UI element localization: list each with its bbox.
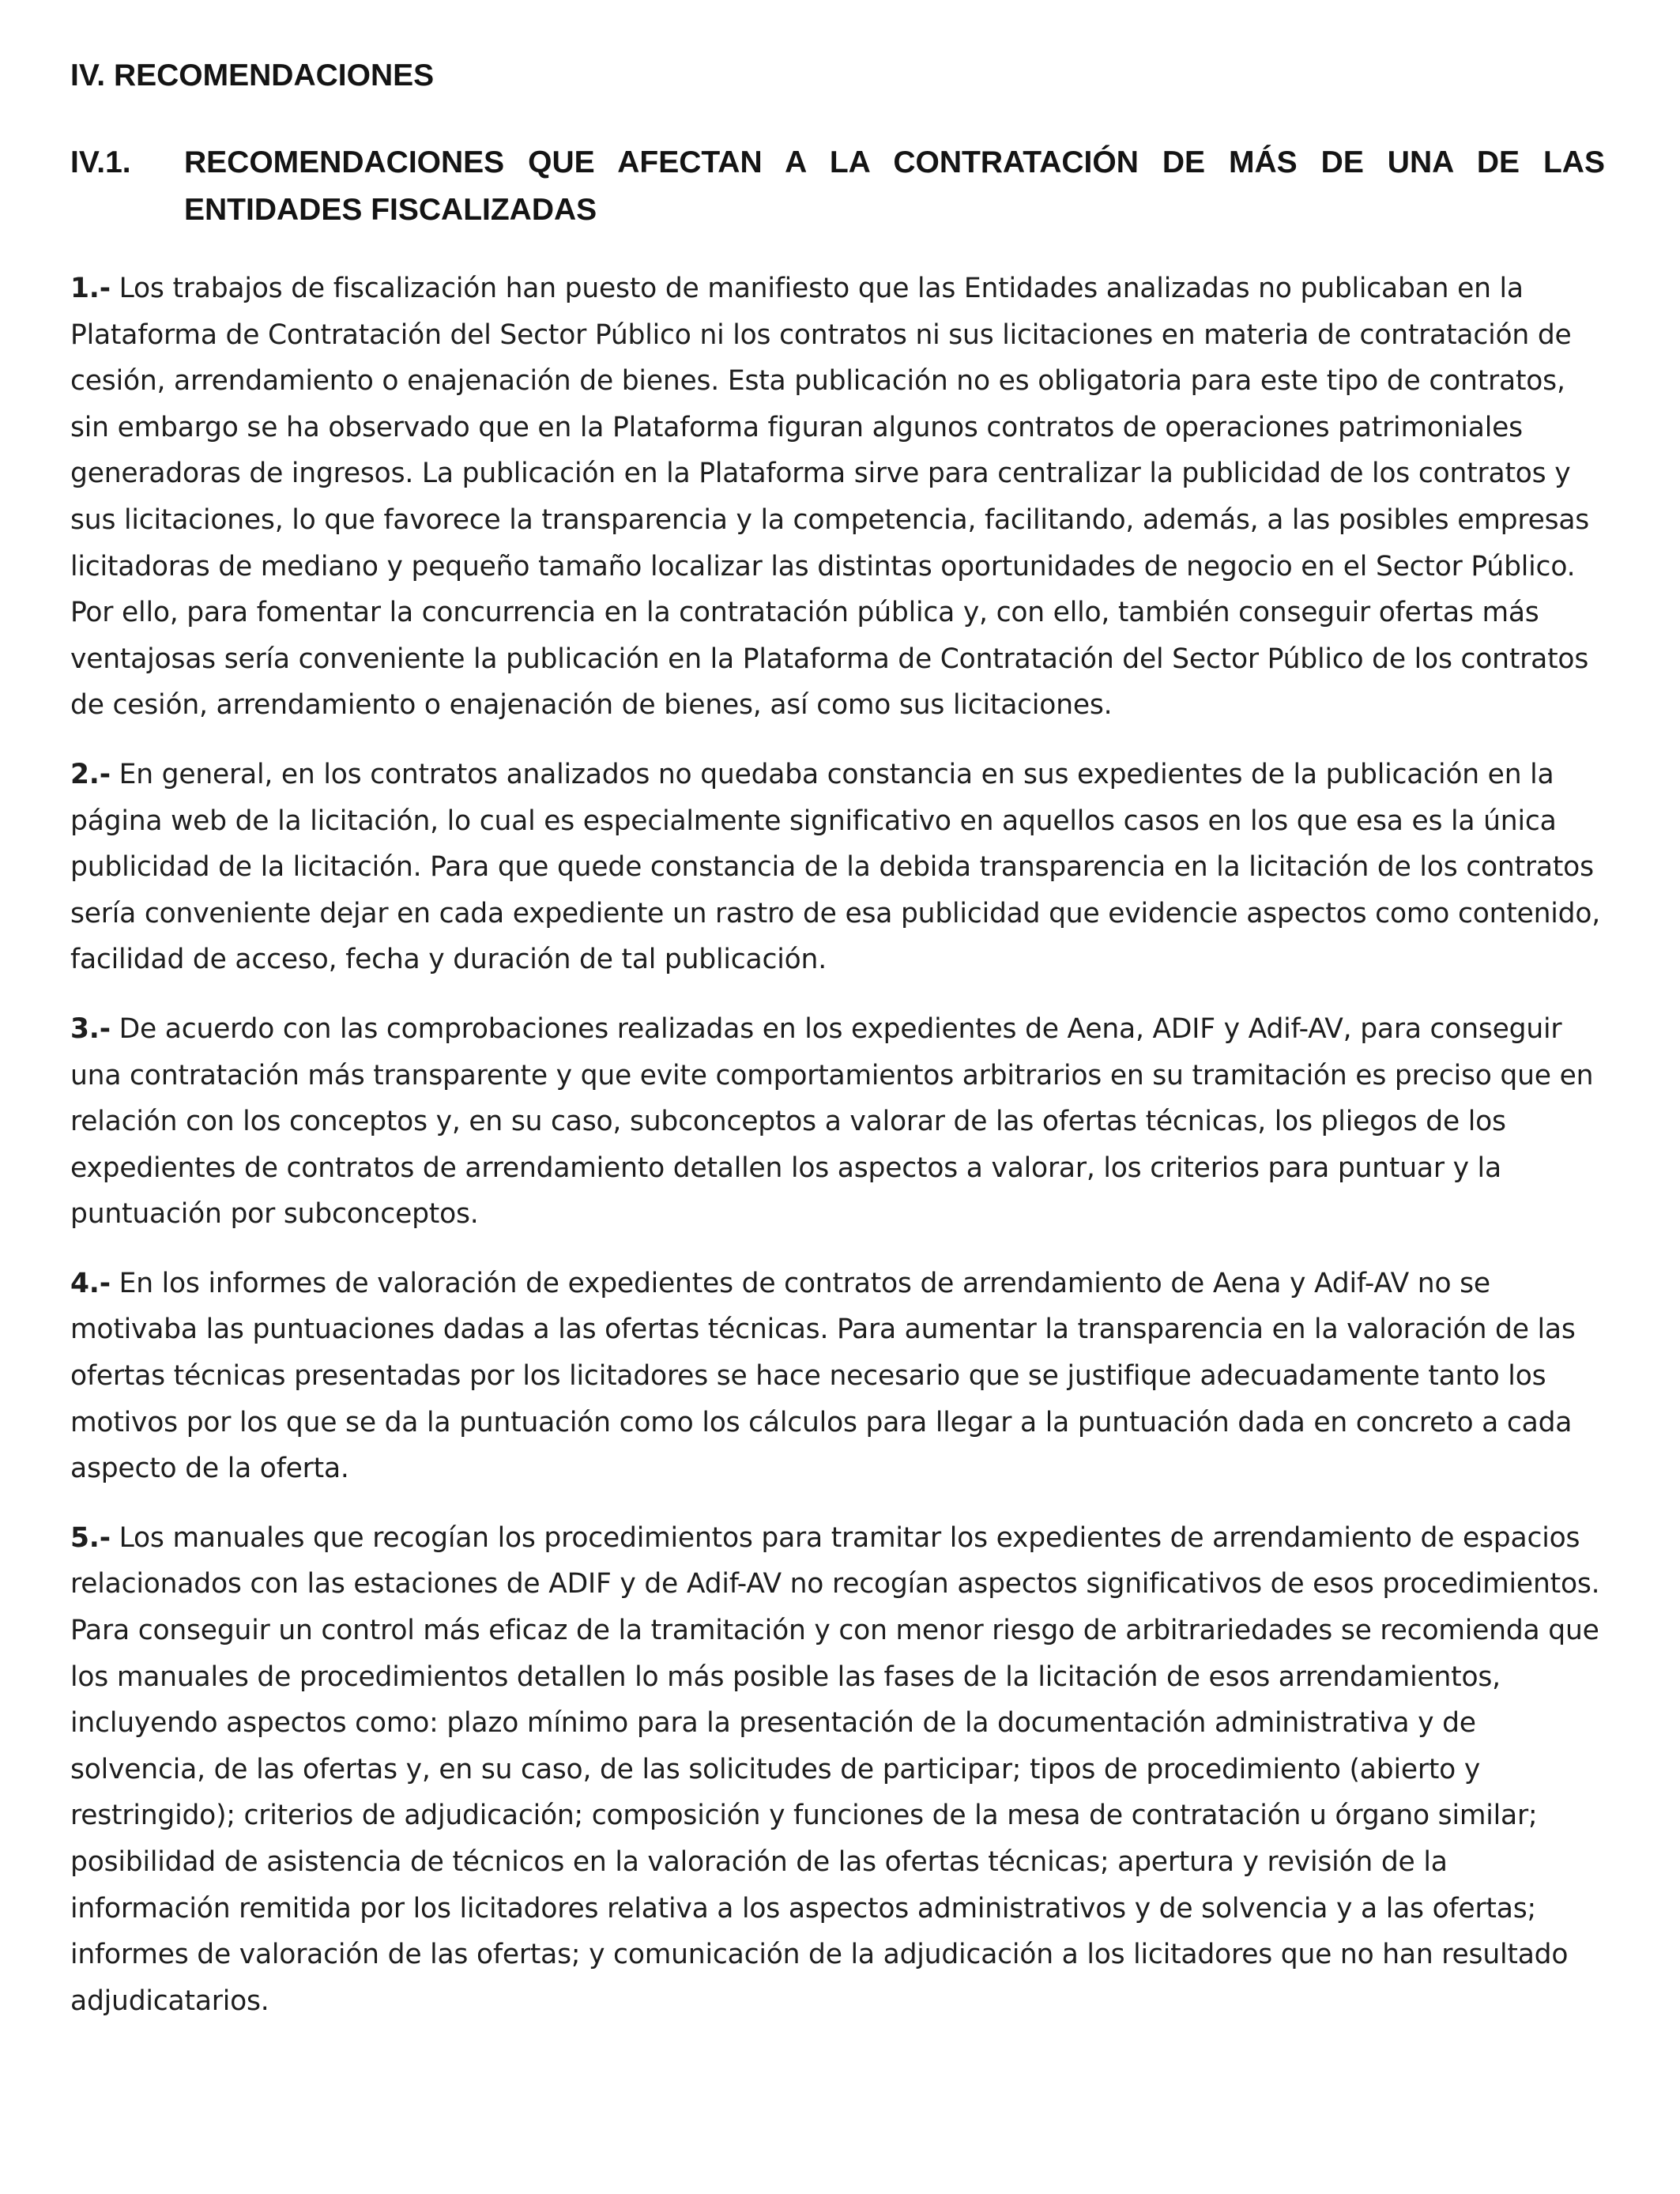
- recommendation-number-2: 2.-: [70, 758, 111, 790]
- subsection-heading: [70, 139, 1605, 234]
- recommendation-text-1: Los trabajos de fiscalización han puesto de manifiesto que las Entidades analizadas no publicaban en la Plataforma de Contratación del Sector Público ni los contratos ni sus licitaciones en materia de contratación de cesión, arrendamiento o enajenación de bienes. Esta publicación no es obligatoria para este tipo de contratos, sin embargo se ha observado que en la Plataforma figuran algunos contratos de operaciones patrimoniales generadoras de ingresos. La publicación en la Plataforma sirve para centralizar la publicidad de los contratos y sus licitaciones, lo que favorece la transparencia y la competencia, facilitando, además, a las posibles empresas licitadoras de mediano y pequeño tamaño localizar las distintas oportunidades de negocio en el Sector Público. Por ello, para fomentar la concurrencia en la contratación pública y, con ello, también conseguir ofertas más ventajosas sería conveniente la publicación en la Plataforma de Contratación del Sector Público de los contratos de cesión, arrendamiento o enajenación de bienes, así como sus licitaciones.: [70, 273, 1590, 722]
- recommendation-number-4: 4.-: [70, 1267, 111, 1299]
- recommendation-paragraph-5: [70, 1515, 1605, 2025]
- recommendation-paragraph-1: [70, 266, 1605, 729]
- recommendation-text-3: De acuerdo con las comprobaciones realizadas en los expedientes de Aena, ADIF y Adif-AV, para conseguir una contratación más transparente y que evite comportamientos arbitrarios en su tramitación es preciso que en relación con los conceptos y, en su caso, subconceptos a valorar de las ofertas técnicas, los pliegos de los expedientes de contratos de arrendamiento detallen los aspectos a valorar, los criterios para puntuar y la puntuación por subconceptos.: [70, 1012, 1594, 1231]
- recommendations-list: [70, 266, 1605, 2024]
- recommendation-text-2: En general, en los contratos analizados no quedaba constancia en sus expedientes de la publicación en la página web de la licitación, lo cual es especialmente significativo en aquellos casos en los que esa es la única publicidad de la licitación. Para que quede constancia de la debida transparencia en la licitación de los contratos sería conveniente dejar en cada expediente un rastro de esa publicidad que evidencie aspectos como contenido, facilidad de acceso, fecha y duración de tal publicación.: [70, 758, 1601, 976]
- recommendation-number-1: 1.-: [70, 273, 111, 304]
- recommendation-number-3: 3.-: [70, 1012, 111, 1045]
- section-title: IV. RECOMENDACIONES: [70, 58, 435, 92]
- subsection-title: RECOMENDACIONES QUE AFECTAN A LA CONTRATACIÓN DE MÁS DE UNA DE LAS ENTIDADES FISCALIZADAS: [184, 145, 1605, 227]
- recommendation-paragraph-4: [70, 1261, 1605, 1492]
- recommendation-number-5: 5.-: [70, 1521, 111, 1554]
- recommendation-paragraph-3: [70, 1006, 1605, 1238]
- recommendation-paragraph-2: [70, 752, 1605, 983]
- recommendation-text-5: Los manuales que recogían los procedimientos para tramitar los expedientes de arrendamiento de espacios relacionados con las estaciones de ADIF y de Adif-AV no recogían aspectos significativos de esos procedimientos. Para conseguir un control más eficaz de la tramitación y con menor riesgo de arbitrariedades se recomienda que los manuales de procedimientos detallen lo más posible las fases de la licitación de esos arrendamientos, incluyendo aspectos como: plazo mínimo para la presentación de la documentación administrativa y de solvencia, de las ofertas y, en su caso, de las solicitudes de participar; tipos de procedimiento (abierto y restringido); criterios de adjudicación; composición y funciones de la mesa de contratación u órgano similar; posibilidad de asistencia de técnicos en la valoración de las ofertas técnicas; apertura y revisión de la información remitida por los licitadores relativa a los aspectos administrativos y de solvencia y a las ofertas; informes de valoración de las ofertas; y comunicación de la adjudicación a los licitadores que no han resultado adjudicatarios.: [70, 1521, 1600, 2017]
- page-content: [70, 57, 1605, 2047]
- recommendation-text-4: En los informes de valoración de expedientes de contratos de arrendamiento de Aena y Adif-AV no se motivaba las puntuaciones dadas a las ofertas técnicas. Para aumentar la transparencia en la valoración de las ofertas técnicas presentadas por los licitadores se hace necesario que se justifique adecuadamente tanto los motivos por los que se da la puntuación como los cálculos para llegar a la puntuación dada en concreto a cada aspecto de la oferta.: [70, 1267, 1576, 1485]
- subsection-number: IV.1.: [70, 145, 131, 179]
